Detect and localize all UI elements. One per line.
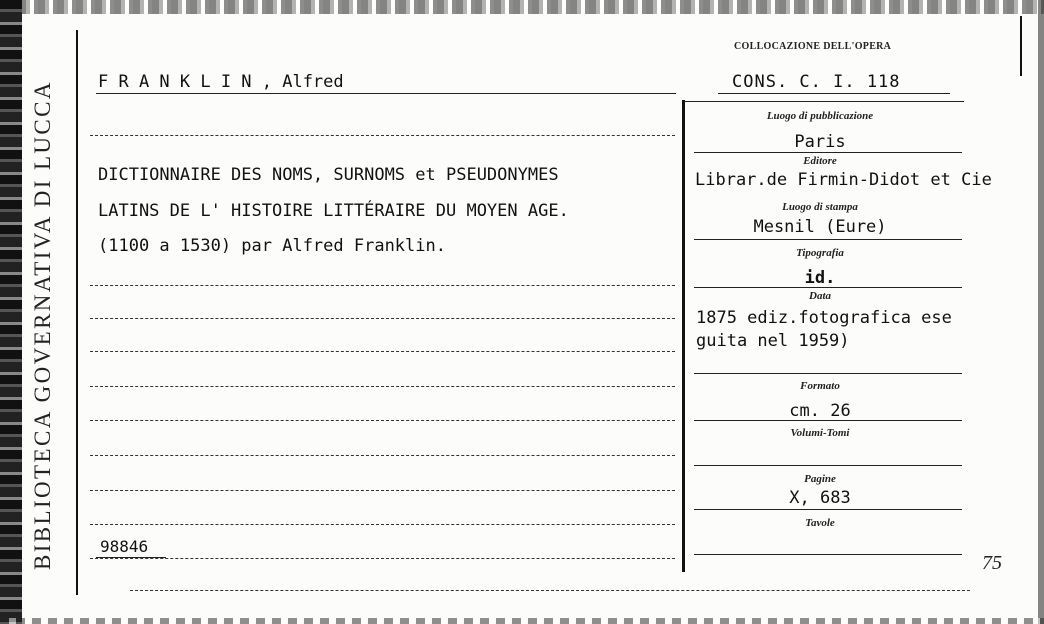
card-top-edge [0, 0, 1044, 14]
card-left-edge [0, 0, 22, 624]
tipografia-line [694, 287, 962, 288]
luogo-pubblicazione-label: Luogo di pubblicazione [766, 110, 874, 122]
collocazione-label: COLLOCAZIONE DELL'OPERA [734, 41, 892, 52]
rule-6 [90, 420, 675, 421]
card-bottom-edge [0, 618, 1044, 624]
volumi-tomi-line [694, 465, 962, 466]
collocazione-underline [718, 93, 950, 94]
title-line-1: DICTIONNAIRE DES NOMS, SURNOMS et PSEUDONYMES [98, 165, 559, 185]
card-right-edge [1038, 0, 1044, 624]
author-name: F R A N K L I N , Alfred [98, 72, 344, 92]
formato-label: Formato [800, 380, 840, 392]
library-name-vertical: BIBLIOTECA GOVERNATIVA DI LUCCA [30, 80, 55, 570]
inventory-underline [96, 557, 166, 558]
tavole-line [694, 554, 962, 555]
fields-box-top [684, 101, 964, 102]
right-margin-rule [1020, 16, 1022, 76]
editore-value: Librar.de Firmin-Didot et Cie [695, 170, 992, 190]
author-underline [96, 93, 676, 94]
pagine-line [694, 509, 962, 510]
rule-10 [90, 558, 675, 559]
data-line [694, 373, 962, 374]
rule-7 [90, 455, 675, 456]
rule-4 [90, 351, 675, 352]
volumi-tomi-label: Volumi-Tomi [790, 427, 850, 439]
tipografia-label: Tipografia [796, 247, 844, 259]
data-value-line-1: 1875 ediz.fotografica ese [696, 308, 952, 328]
collocazione-value: CONS. C. I. 118 [732, 72, 901, 92]
pagine-value: X, 683 [789, 488, 851, 508]
data-label: Data [809, 290, 831, 302]
luogo-stampa-value: Mesnil (Eure) [753, 217, 887, 237]
title-line-2: LATINS DE L' HISTOIRE LITTÉRAIRE DU MOYEN AGE. [98, 201, 569, 221]
rule-1 [90, 135, 675, 136]
title-line-3: (1100 a 1530) par Alfred Franklin. [98, 236, 446, 256]
corner-handwritten-mark: 75 [982, 552, 1002, 574]
editore-label: Editore [803, 155, 837, 167]
rule-bottom [130, 590, 970, 591]
rule-2 [90, 285, 675, 286]
luogo-stampa-line [694, 239, 962, 240]
formato-line [694, 420, 962, 421]
rule-9 [90, 524, 675, 525]
formato-value: cm. 26 [789, 401, 851, 421]
luogo-pubblicazione-line [694, 152, 962, 153]
tipografia-value: id. [804, 268, 836, 288]
fields-box-rule [682, 100, 685, 572]
rule-3 [90, 318, 675, 319]
rule-5 [90, 386, 675, 387]
inventory-number: 98846 [100, 537, 149, 556]
luogo-stampa-label: Luogo di stampa [782, 201, 858, 213]
left-margin-rule [76, 30, 78, 595]
luogo-pubblicazione-value: Paris [794, 132, 846, 152]
pagine-label: Pagine [804, 473, 836, 485]
rule-8 [90, 490, 675, 491]
tavole-label: Tavole [805, 517, 835, 529]
data-value-line-2: guita nel 1959) [696, 331, 850, 351]
